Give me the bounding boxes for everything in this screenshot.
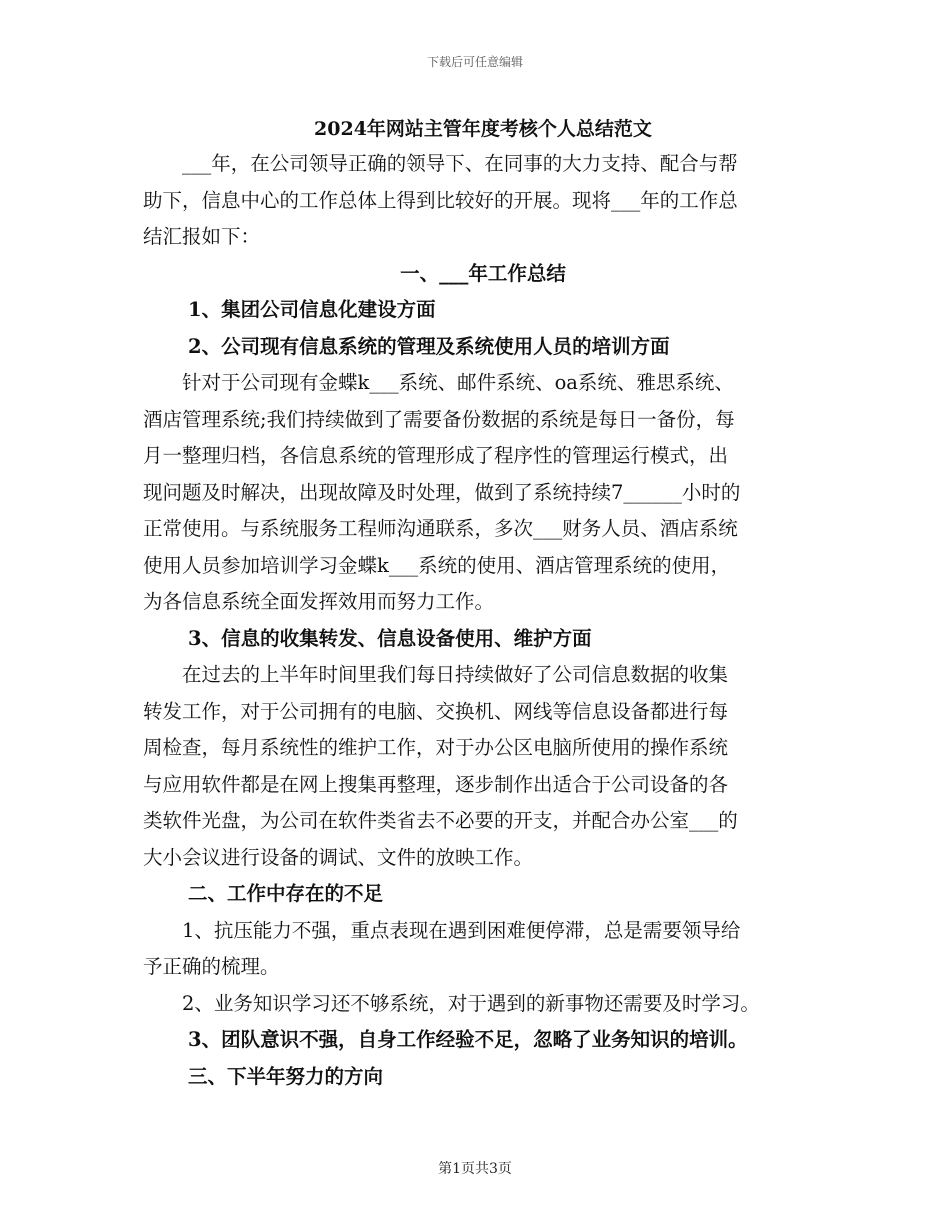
subsection-2-line-7: 为各信息系统全面发挥效用而努力工作。 <box>143 590 495 613</box>
intro-line-1: ___年，在公司领导正确的领导下、在同事的大力支持、配合与帮 <box>182 152 738 175</box>
subsection-2-line-4: 现问题及时解决，出现故障及时处理，做到了系统持续7______小时的 <box>143 480 741 504</box>
subsection-2-line-1: 针对于公司现有金蝶k___系统、邮件系统、oa系统、雅思系统、 <box>182 371 734 394</box>
section-3-heading: 三、下半年努力的方向 <box>188 1064 384 1088</box>
subsection-3-line-3: 周检查，每月系统性的维护工作，对于办公区电脑所使用的操作系统 <box>143 736 729 759</box>
subsection-1-heading: 1、集团公司信息化建设方面 <box>188 298 436 321</box>
document-title: 2024年网站主管年度考核个人总结范文 <box>314 118 652 140</box>
subsection-2-line-5: 正常使用。与系统服务工程师沟通联系，多次___财务人员、酒店系统 <box>143 517 738 540</box>
download-note: 下载后可任意编辑 <box>426 55 523 69</box>
subsection-3-line-2: 转发工作，对于公司拥有的电脑、交换机、网线等信息设备都进行每 <box>143 699 729 723</box>
subsection-2-heading: 2、公司现有信息系统的管理及系统使用人员的培训方面 <box>188 334 670 358</box>
section-2-item-2: 2、业务知识学习还不够系统，对于遇到的新事物还需要及时学习。 <box>182 991 760 1015</box>
intro-line-3: 结汇报如下： <box>143 225 261 248</box>
document-body <box>143 114 823 1095</box>
section-1-heading: 一、___年工作总结 <box>400 261 566 285</box>
subsection-3-line-5: 类软件光盘，为公司在软件类省去不必要的开支，并配合办公室___的 <box>143 809 738 832</box>
subsection-2-line-2: 酒店管理系统;我们持续做到了需要备份数据的系统是每日一备份，每 <box>143 407 735 431</box>
section-2-item-3: 3、团队意识不强，自身工作经验不足，忽略了业务知识的培训。 <box>188 1028 748 1051</box>
subsection-3-heading: 3、信息的收集转发、信息设备使用、维护方面 <box>188 626 592 650</box>
page-number: 第1页共3页 <box>438 1161 512 1177</box>
section-2-item-1-line-2: 予正确的梳理。 <box>143 955 280 978</box>
section-2-item-1-line-1: 1、抗压能力不强，重点表现在遇到困难便停滞，总是需要领导给 <box>182 918 741 942</box>
subsection-3-line-6: 大小会议进行设备的调试、文件的放映工作。 <box>143 845 534 869</box>
subsection-3-line-4: 与应用软件都是在网上搜集再整理，逐步制作出适合于公司设备的各 <box>143 772 729 796</box>
subsection-3-line-1: 在过去的上半年时间里我们每日持续做好了公司信息数据的收集 <box>182 663 729 686</box>
subsection-2-line-6: 使用人员参加培训学习金蝶k___系统的使用、酒店管理系统的使用， <box>143 553 731 577</box>
section-2-heading: 二、工作中存在的不足 <box>188 882 384 905</box>
subsection-2-line-3: 月一整理归档，各信息系统的管理形成了程序性的管理运行模式，出 <box>143 444 729 467</box>
intro-line-2: 助下，信息中心的工作总体上得到比较好的开展。现将___年的工作总 <box>143 188 738 212</box>
